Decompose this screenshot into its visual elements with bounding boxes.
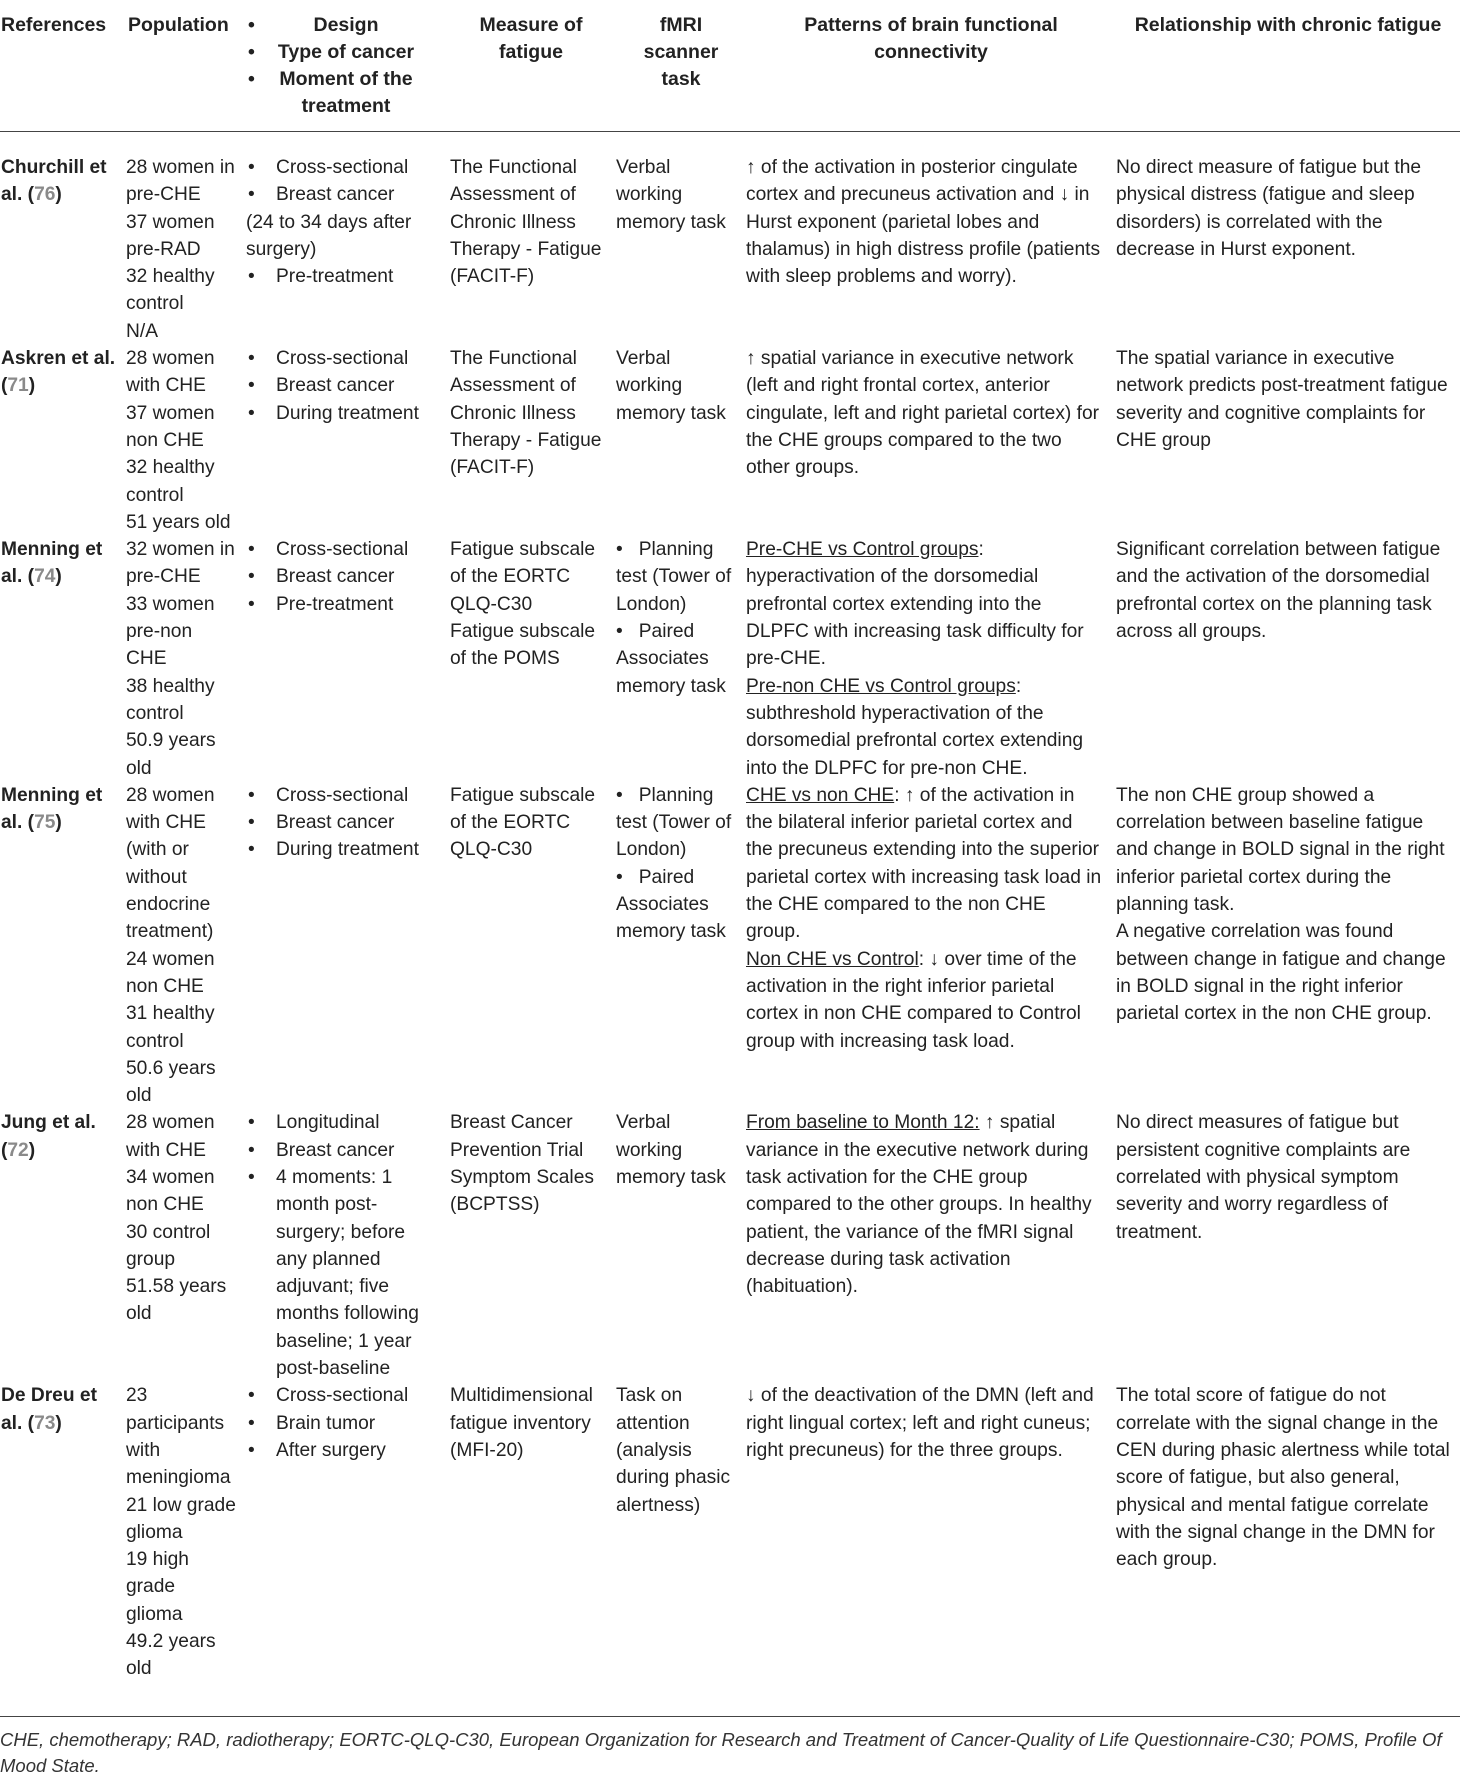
relationship-paragraph: No direct measures of fatigue but persistent cognitive complaints are correlated with physical symptom severity and worry regardless of treatment. <box>1116 1112 1411 1243</box>
population-line: 50.6 years old <box>126 1057 216 1107</box>
design-item: • After surgery <box>246 1437 438 1464</box>
design-item: • Brain tumor <box>246 1410 438 1437</box>
measure-line: The Functional Assessment of Chronic Illness Therapy - Fatigue (FACIT-F) <box>450 157 602 288</box>
pattern-paragraph <box>746 345 1102 481</box>
population-line: 31 healthy control <box>126 1003 215 1052</box>
pattern-paragraph <box>746 1109 1102 1300</box>
reference-number-link[interactable]: 71 <box>7 375 29 397</box>
measure-cell <box>446 1382 616 1682</box>
pattern-text: ↓ of the deactivation of the DMN (left and right lingual cortex; left and right cuneus; right precuneus) for the three groups. <box>746 1385 1094 1461</box>
design-item: • During treatment <box>246 836 438 863</box>
population-cell <box>126 132 246 346</box>
table-row <box>0 536 1460 782</box>
design-item: • Longitudinal <box>246 1109 438 1136</box>
reference-number-link[interactable]: 73 <box>34 1412 56 1434</box>
population-line: 49.2 years old <box>126 1631 216 1680</box>
population-line: 28 women with CHE <box>126 348 215 397</box>
pattern-paragraph <box>746 536 1102 672</box>
reference-author: Askren et al. ( <box>1 348 116 397</box>
pattern-comparison-label: Non CHE vs Control <box>746 948 919 970</box>
design-item: • 4 moments: 1 month post-surgery; before any planned adjuvant; five months following baseline; 1 year post-baseline <box>246 1164 438 1382</box>
population-line: 38 healthy control <box>126 675 215 724</box>
table-row <box>0 1382 1460 1682</box>
relationship-paragraph: A negative correlation was found between change in fatigue and change in BOLD signal in the right inferior parietal cortex in the non CHE group. <box>1116 921 1446 1025</box>
design-list <box>246 1109 438 1382</box>
pattern-paragraph <box>746 154 1102 290</box>
table-row <box>0 132 1460 346</box>
patterns-cell <box>746 1109 1116 1382</box>
fatigue-fmri-table <box>0 6 1460 1683</box>
table-footnote: CHE, chemotherapy; RAD, radiotherapy; EORTC-QLQ-C30, European Organization for Research and Treatment of Cancer-Quality of Life Questionnaire-C30; POMS, Profile Of Mood State. <box>0 1716 1460 1779</box>
reference-close: ) <box>55 184 62 206</box>
reference-author: De Dreu et al. ( <box>1 1385 97 1434</box>
patterns-cell <box>746 345 1116 536</box>
task-item: • Paired Associates memory task <box>616 864 738 946</box>
table-row <box>0 1109 1460 1382</box>
header-design <box>246 6 446 132</box>
population-cell <box>126 345 246 536</box>
task-line: Verbal working memory task <box>616 157 726 233</box>
population-line: 24 women non CHE <box>126 948 215 997</box>
reference-number-link[interactable]: 74 <box>34 566 56 588</box>
design-item: • Cross-sectional <box>246 782 438 809</box>
task-cell <box>616 1109 746 1382</box>
design-item: • Breast cancer <box>246 809 438 836</box>
measure-cell <box>446 782 616 1110</box>
design-item: • Pre-treatment <box>246 263 438 290</box>
pattern-text: ↑ of the activation in posterior cingulate cortex and precuneus activation and ↓ in Hurst exponent (parietal lobes and thalamus) in high distress profile (patients with sleep problems and worry). <box>746 157 1101 288</box>
population-line: 51 years old <box>126 511 231 533</box>
design-cell <box>246 536 446 782</box>
design-list <box>246 154 438 290</box>
task-line: Verbal working memory task <box>616 348 726 424</box>
pattern-paragraph <box>746 782 1102 946</box>
measure-line: Fatigue subscale of the EORTC QLQ-C30 <box>450 784 596 861</box>
population-line: 21 low grade glioma <box>126 1494 236 1543</box>
header-design-item: • Design <box>248 14 379 36</box>
design-item: • Cross-sectional <box>246 345 438 372</box>
patterns-cell <box>746 1382 1116 1682</box>
population-line: 28 women with CHE <box>126 1112 215 1161</box>
design-item: • Breast cancer <box>246 372 438 399</box>
pattern-paragraph <box>746 946 1102 1055</box>
pattern-text: : ↑ of the activation in the bilateral inferior parietal cortex and the precuneus extending into the superior parietal cortex with increasing task load in the CHE compared to the non CHE group. <box>746 784 1102 943</box>
design-item: • Cross-sectional <box>246 154 438 181</box>
relationship-paragraph: The spatial variance in executive network predicts post-treatment fatigue severity and cognitive complaints for CHE group <box>1116 348 1448 451</box>
header-patterns: Patterns of brain functional connectivity <box>804 14 1058 63</box>
population-line: 23 participants with meningioma <box>126 1385 231 1489</box>
design-item: • During treatment <box>246 400 438 427</box>
patterns-cell <box>746 132 1116 346</box>
relationship-cell <box>1116 536 1460 782</box>
design-list <box>246 345 438 427</box>
pattern-comparison-label: Pre-non CHE vs Control groups <box>746 675 1016 697</box>
header-design-item: • Moment of the treatment <box>248 68 413 117</box>
reference-cell <box>0 1109 126 1382</box>
population-line: N/A <box>126 320 158 342</box>
design-cell <box>246 132 446 346</box>
pattern-text: ↑ spatial variance in the executive network during task activation for the CHE group compared to the other groups. In healthy patient, the variance of the fMRI signal decrease during task activation (habituation). <box>746 1112 1092 1298</box>
reference-close: ) <box>28 1139 36 1161</box>
measure-cell <box>446 345 616 536</box>
reference-close: ) <box>55 812 62 834</box>
pattern-text: ↑ spatial variance in executive network (left and right frontal cortex, anterior cingulate, left and right parietal cortex) for the CHE groups compared to the two other groups. <box>746 348 1100 479</box>
design-item: • Breast cancer <box>246 1137 438 1164</box>
population-line: 37 women pre-RAD <box>126 211 215 260</box>
task-cell <box>616 345 746 536</box>
reference-author: Jung et al. ( <box>1 1112 96 1161</box>
design-cell <box>246 345 446 536</box>
measure-cell <box>446 536 616 782</box>
design-cell <box>246 782 446 1110</box>
patterns-cell <box>746 536 1116 782</box>
reference-cell <box>0 345 126 536</box>
reference-author: Menning et al. ( <box>1 539 103 588</box>
population-cell <box>126 536 246 782</box>
pattern-text: : subthreshold hyperactivation of the dorsomedial prefrontal cortex extending into the DLPFC for pre-non CHE. <box>746 675 1084 779</box>
population-line: 32 healthy control <box>126 266 215 315</box>
task-item: • Paired Associates memory task <box>616 618 738 700</box>
population-cell <box>126 782 246 1110</box>
header-relationship: Relationship with chronic fatigue <box>1134 14 1442 36</box>
patterns-cell <box>746 782 1116 1110</box>
pattern-paragraph <box>746 673 1102 782</box>
table-row <box>0 782 1460 1110</box>
table-row <box>0 345 1460 536</box>
measure-line: The Functional Assessment of Chronic Illness Therapy - Fatigue (FACIT-F) <box>450 348 602 479</box>
reference-cell <box>0 536 126 782</box>
table-header-row <box>0 6 1460 132</box>
task-cell <box>616 1382 746 1682</box>
relationship-cell <box>1116 1109 1460 1382</box>
task-line: Task on attention (analysis during phasic alertness) <box>616 1385 731 1516</box>
task-list <box>616 536 738 700</box>
header-references: References <box>1 14 107 36</box>
population-line: 33 women pre-non CHE <box>126 593 215 670</box>
measure-line: Multidimensional fatigue inventory (MFI-20) <box>450 1385 593 1461</box>
pattern-text: : ↓ over time of the activation in the right inferior parietal cortex in non CHE compared to Control group with increasing task load. <box>746 948 1081 1052</box>
population-line: 32 healthy control <box>126 457 215 506</box>
reference-cell <box>0 132 126 346</box>
design-item: (24 to 34 days after surgery) <box>246 211 412 260</box>
measure-line: Fatigue subscale of the EORTC QLQ-C30 <box>450 539 596 615</box>
population-line: 30 control group <box>126 1221 211 1270</box>
pattern-comparison-label: Pre-CHE vs Control groups <box>746 539 979 561</box>
task-list <box>616 782 738 946</box>
task-cell <box>616 132 746 346</box>
reference-cell <box>0 1382 126 1682</box>
design-item: • Pre-treatment <box>246 591 438 618</box>
task-item: • Planning test (Tower of London) <box>616 536 738 618</box>
relationship-paragraph: The total score of fatigue do not correlate with the signal change in the CEN during phasic alertness while total score of fatigue, but also general, physical and mental fatigue correlate with the signal change in the DMN for each group. <box>1116 1385 1450 1571</box>
population-line: 51.58 years old <box>126 1276 227 1325</box>
design-item: • Breast cancer <box>246 181 438 208</box>
population-line: 28 women in pre-CHE <box>126 157 235 206</box>
pattern-text: : hyperactivation of the dorsomedial prefrontal cortex extending into the DLPFC with increasing task difficulty for pre-CHE. <box>746 539 1084 670</box>
population-cell <box>126 1382 246 1682</box>
design-item: • Cross-sectional <box>246 1382 438 1409</box>
relationship-paragraph: Significant correlation between fatigue and the activation of the dorsomedial prefrontal cortex on the planning task across all groups. <box>1116 539 1441 643</box>
reference-close: ) <box>28 375 36 397</box>
population-cell <box>126 1109 246 1382</box>
reference-number-link[interactable]: 72 <box>7 1139 29 1161</box>
reference-close: ) <box>55 1412 62 1434</box>
header-measure: Measure of fatigue <box>479 14 583 63</box>
relationship-paragraph: The non CHE group showed a correlation between baseline fatigue and change in BOLD signal in the right inferior parietal cortex during the planning task. <box>1116 784 1445 916</box>
reference-close: ) <box>55 566 62 588</box>
reference-number-link[interactable]: 76 <box>34 184 56 206</box>
relationship-cell <box>1116 132 1460 346</box>
pattern-paragraph <box>746 1382 1102 1464</box>
population-line: 32 women in pre-CHE <box>126 539 235 588</box>
measure-cell <box>446 1109 616 1382</box>
task-line: Verbal working memory task <box>616 1112 726 1188</box>
pattern-comparison-label: From baseline to Month 12: <box>746 1112 980 1134</box>
population-line: 34 women non CHE <box>126 1166 215 1216</box>
reference-author: Churchill et al. ( <box>1 157 107 206</box>
design-cell <box>246 1109 446 1382</box>
pattern-comparison-label: CHE vs non CHE <box>746 784 895 806</box>
design-list <box>246 536 438 618</box>
design-item: • Breast cancer <box>246 563 438 590</box>
header-design-item: • Type of cancer <box>248 41 415 63</box>
task-cell <box>616 536 746 782</box>
measure-cell <box>446 132 616 346</box>
task-cell <box>616 782 746 1110</box>
relationship-cell <box>1116 345 1460 536</box>
header-population: Population <box>128 14 229 36</box>
design-cell <box>246 1382 446 1682</box>
relationship-paragraph: No direct measure of fatigue but the physical distress (fatigue and sleep disorders) is correlated with the decrease in Hurst exponent. <box>1116 157 1422 260</box>
reference-cell <box>0 782 126 1110</box>
design-item: • Cross-sectional <box>246 536 438 563</box>
header-task: fMRI scanner task <box>643 14 719 90</box>
table-body <box>0 132 1460 1683</box>
population-line: 37 women non CHE <box>126 402 215 451</box>
task-item: • Planning test (Tower of London) <box>616 782 738 864</box>
design-list <box>246 782 438 864</box>
population-line: 28 women with CHE (with or without endocrine treatment) <box>126 784 215 943</box>
measure-line: Breast Cancer Prevention Trial Symptom Scales (BCPTSS) <box>450 1112 594 1216</box>
relationship-cell <box>1116 1382 1460 1682</box>
relationship-cell <box>1116 782 1460 1110</box>
design-list <box>246 1382 438 1464</box>
reference-author: Menning et al. ( <box>1 784 103 834</box>
population-line: 19 high grade glioma <box>126 1549 189 1625</box>
reference-number-link[interactable]: 75 <box>34 812 56 834</box>
measure-line: Fatigue subscale of the POMS <box>450 621 596 670</box>
population-line: 50.9 years old <box>126 730 216 779</box>
